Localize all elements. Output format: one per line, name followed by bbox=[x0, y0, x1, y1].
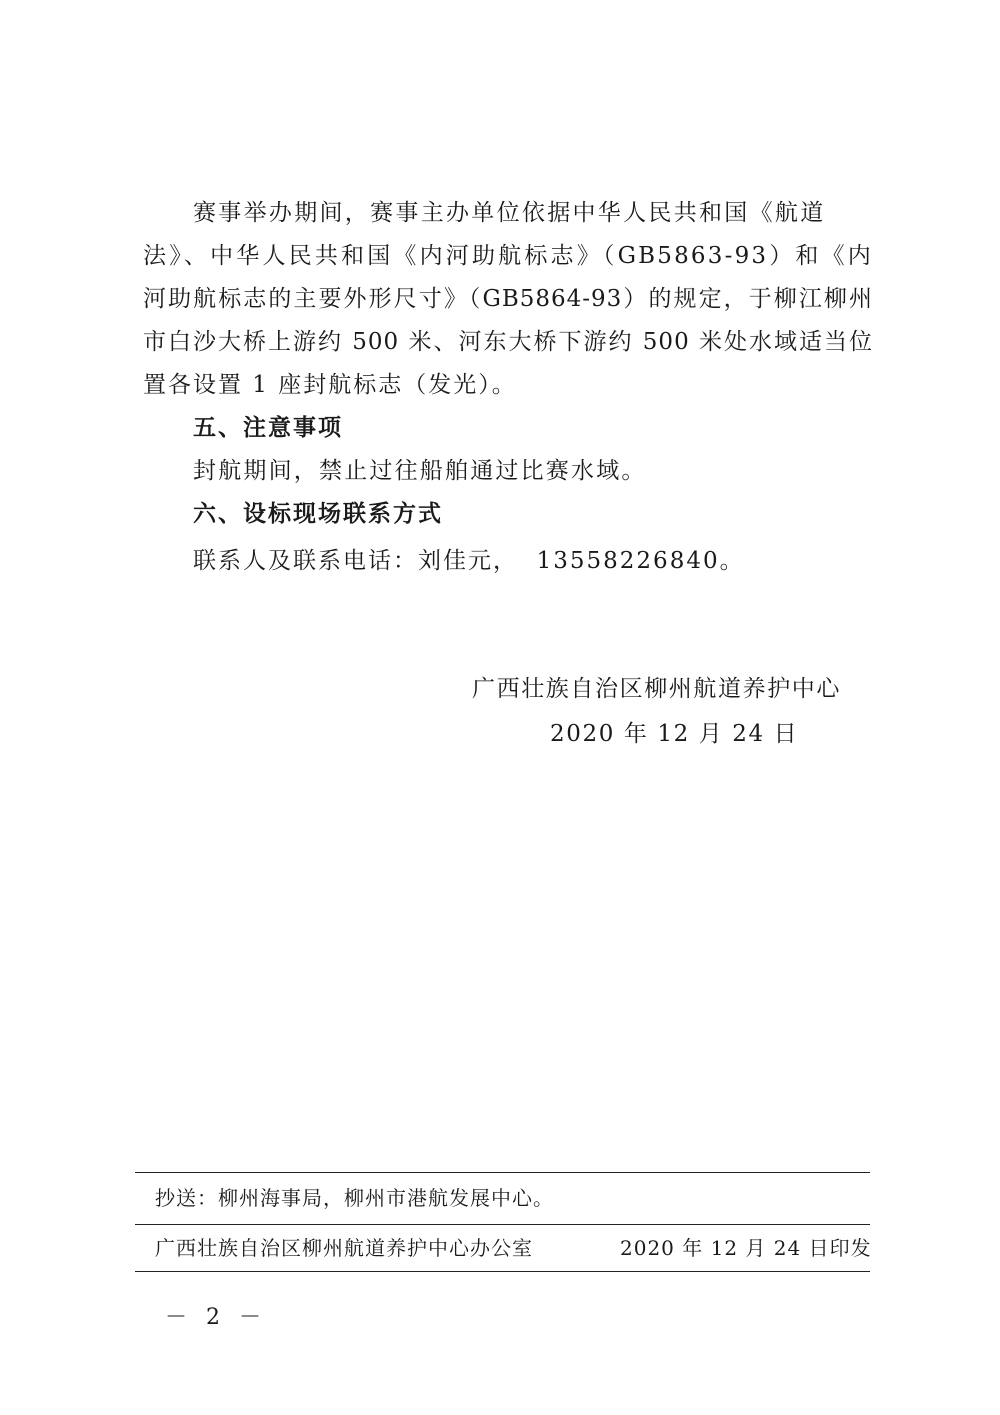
section-heading-5: 五、注意事项 bbox=[193, 415, 343, 441]
footer-issuer: 广西壮族自治区柳州航道养护中心办公室 bbox=[155, 1236, 533, 1260]
paragraph-line-1: 赛事举办期间，赛事主办单位依据中华人民共和国《航道 bbox=[193, 200, 826, 226]
section-text-6: 联系人及联系电话：刘佳元， 13558226840。 bbox=[193, 548, 745, 574]
paragraph-line-2: 法》、中华人民共和国《内河助航标志》（GB5863-93）和《内 bbox=[143, 243, 873, 269]
footer-rule-bottom bbox=[135, 1271, 870, 1272]
footer-issue-date: 2020 年 12 月 24 日印发 bbox=[620, 1236, 872, 1260]
footer-rule-middle bbox=[135, 1224, 870, 1225]
footer-cc: 抄送：柳州海事局，柳州市港航发展中心。 bbox=[155, 1186, 554, 1210]
signature-organization: 广西壮族自治区柳州航道养护中心 bbox=[472, 676, 841, 702]
section-heading-6: 六、设标现场联系方式 bbox=[193, 501, 443, 527]
paragraph-line-5: 置各设置 1 座封航标志（发光）。 bbox=[143, 372, 517, 398]
footer-rule-top bbox=[135, 1172, 870, 1173]
paragraph-line-4: 市白沙大桥上游约 500 米、河东大桥下游约 500 米处水域适当位 bbox=[143, 329, 873, 355]
page-number: － 2 － bbox=[165, 1305, 267, 1330]
paragraph-line-3: 河助航标志的主要外形尺寸》（GB5864-93）的规定，于柳江柳州 bbox=[143, 286, 873, 312]
signature-date: 2020 年 12 月 24 日 bbox=[550, 721, 799, 747]
section-text-5: 封航期间，禁止过往船舶通过比赛水域。 bbox=[193, 458, 647, 484]
